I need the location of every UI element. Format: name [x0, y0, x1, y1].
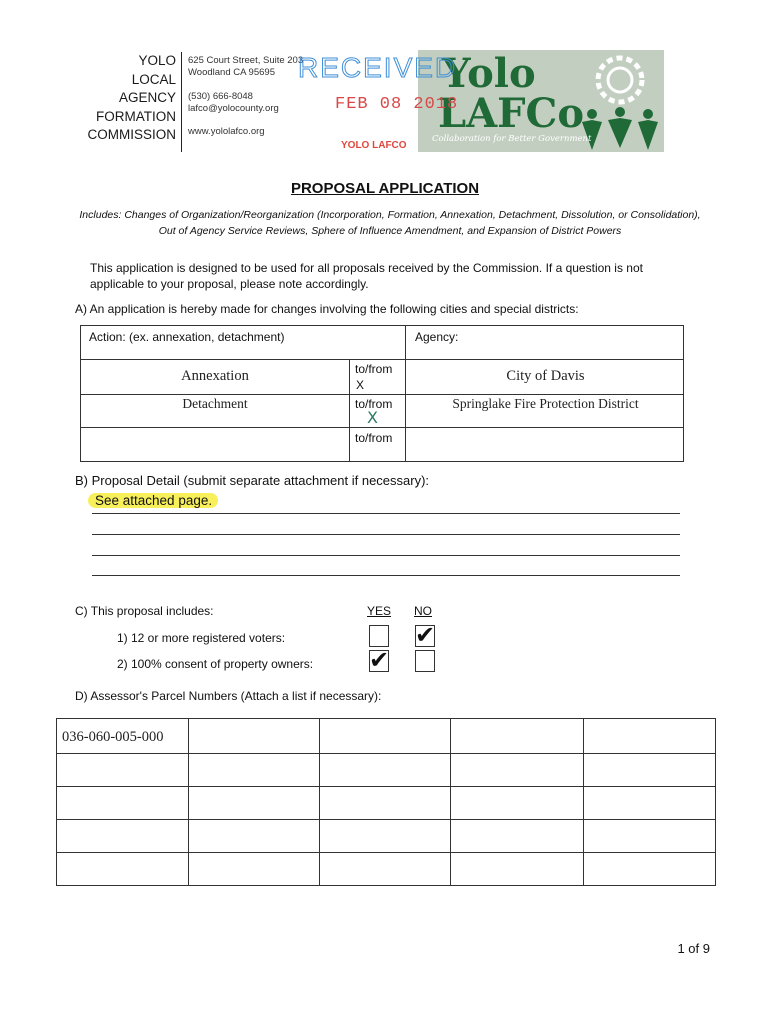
voters-question: 1) 12 or more registered voters: — [117, 631, 286, 645]
agency-cell: Springlake Fire Protection District — [452, 396, 639, 411]
tofrom-mark: X — [367, 408, 378, 427]
logo-word-lafco: LAFCo — [438, 90, 585, 137]
section-d-label: D) Assessor's Parcel Numbers (Attach a list if necessary): — [75, 689, 382, 703]
no-column-header: NO — [414, 604, 432, 618]
action-cell: Annexation — [181, 368, 249, 384]
agency-line: COMMISSION — [87, 127, 176, 142]
agency-line: AGENCY — [118, 90, 176, 105]
answer-line — [92, 513, 680, 514]
col-action-header: Action: (ex. annexation, detachment) — [89, 330, 285, 344]
agency-line: FORMATION — [96, 108, 176, 124]
tofrom-label: to/from — [355, 431, 393, 445]
received-stamp: RECEIVED — [298, 52, 458, 83]
email-address: lafco@yolocounty.org — [188, 103, 279, 114]
logo-word-yolo: Yolo — [442, 50, 536, 97]
page-title: PROPOSAL APPLICATION — [290, 180, 480, 197]
section-b-label: B) Proposal Detail (submit separate attachment if necessary): — [75, 473, 430, 488]
voters-yes-checkbox[interactable] — [369, 625, 389, 647]
tofrom-mark: X — [356, 378, 365, 392]
website: www.yololafco.org — [188, 126, 265, 137]
agency-name — [60, 52, 176, 145]
tofrom-label: to/from — [355, 397, 393, 411]
page-number: 1 of 9 — [677, 941, 710, 956]
includes-note: Includes: Changes of Organization/Reorganization (Incorporation, Formation, Annexation, Detachment, Dissolution, or Consolidation), Out of Agency Service Reviews, Sphere of Influence Amendment, and Expansion of District Powers — [79, 209, 701, 237]
agency-cell: City of Davis — [506, 368, 585, 384]
parcel-table — [56, 718, 716, 886]
section-a-label: A) An application is hereby made for changes involving the following cities and special districts: — [75, 302, 579, 316]
answer-line — [92, 534, 680, 535]
answer-line — [92, 555, 680, 556]
agency-line: LOCAL — [131, 71, 176, 87]
consent-question: 2) 100% consent of property owners: — [117, 657, 314, 671]
consent-no-checkbox[interactable] — [415, 650, 435, 672]
answer-line — [92, 575, 680, 576]
address-line-1: 625 Court Street, Suite 203 — [188, 55, 304, 66]
received-date: FEB 08 2018 — [335, 95, 459, 114]
action-cell: Detachment — [182, 396, 248, 411]
logo-tagline: Collaboration for Better Government — [432, 134, 592, 144]
check-mark-icon: ✔ — [415, 621, 436, 649]
tofrom-label: to/from — [355, 362, 393, 376]
received-org: YOLO LAFCO — [341, 140, 407, 151]
intro-paragraph: This application is designed to be used for all proposals received by the Commission. If a question is not applicable to your proposal, please note accordingly. — [90, 261, 643, 291]
proposal-detail-answer: See attached page. — [88, 493, 218, 508]
address-line-2: Woodland CA 95695 — [188, 67, 275, 78]
section-c-label: C) This proposal includes: — [75, 604, 214, 618]
agency-table — [80, 325, 684, 462]
header-divider — [181, 52, 182, 152]
parcel-number: 036-060-005-000 — [62, 729, 164, 745]
consent-yes-checkbox[interactable] — [369, 646, 390, 674]
voters-no-checkbox[interactable] — [415, 621, 436, 649]
phone-number: (530) 666-8048 — [188, 91, 253, 102]
yes-column-header: YES — [367, 604, 392, 618]
check-mark-icon: ✔ — [369, 646, 390, 674]
col-agency-header: Agency: — [415, 330, 459, 344]
agency-line: YOLO — [138, 53, 176, 68]
